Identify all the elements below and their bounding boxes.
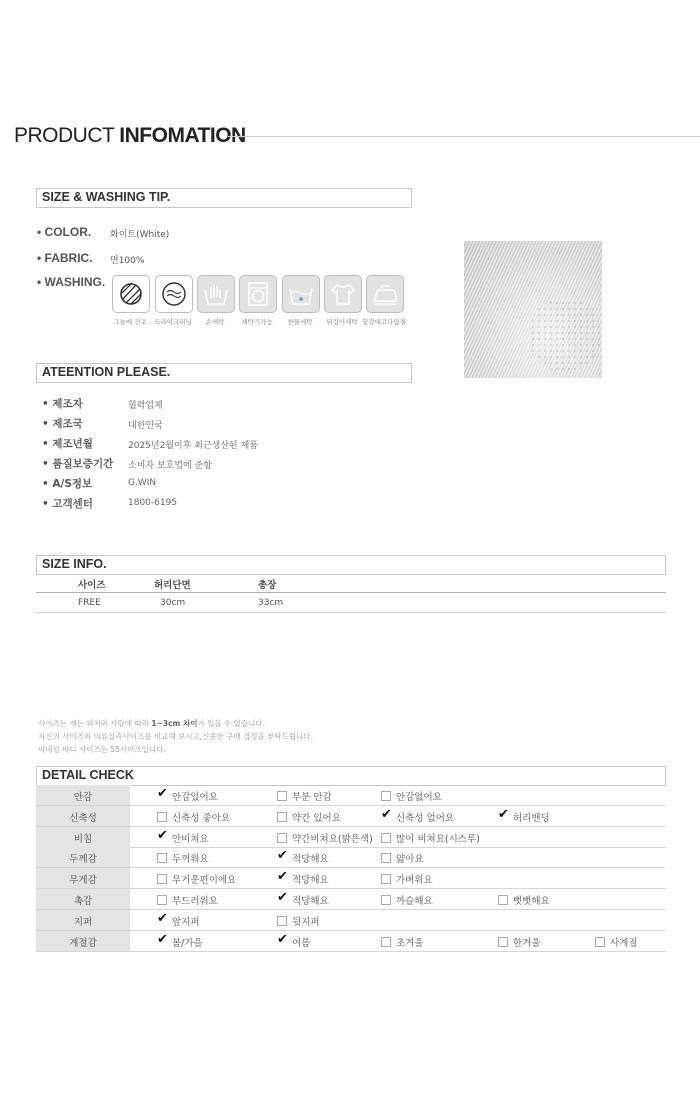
detail-row-label: 무게감 — [69, 875, 97, 886]
detail-row-divider — [36, 951, 666, 952]
waist-col-header: 허리단면 — [154, 580, 191, 591]
size-table-divider — [36, 592, 666, 593]
fabric-value: 면100% — [110, 256, 145, 266]
empty-checkbox[interactable] — [381, 833, 391, 843]
checkmark-icon[interactable]: ✔ — [157, 911, 168, 926]
size-washing-header: SIZE & WASHING TIP. — [36, 188, 412, 208]
shade-dry-icon — [112, 275, 150, 313]
washing-label-6: 뒤집어세탁 — [326, 318, 358, 326]
detail-row-divider — [36, 847, 666, 848]
size-note-1: 사이즈는 재는 위치와 사람에 따라 1~3cm 차이가 있을 수 있습니다. — [38, 719, 265, 728]
warranty-value: 소비자 보호법에 준함 — [128, 461, 212, 471]
checkmark-icon[interactable]: ✔ — [498, 807, 509, 822]
page-title: PRODUCT INFOMATION — [14, 124, 246, 147]
empty-checkbox[interactable] — [157, 874, 167, 884]
detail-row-label: 계절감 — [69, 938, 97, 949]
washing-label-7: 헝겊대고다림질 — [362, 318, 406, 326]
customer-center-value: 1800-6195 — [128, 498, 178, 508]
as-info-label: • A/S정보 — [42, 478, 93, 490]
empty-checkbox[interactable] — [381, 895, 391, 905]
length-col-header: 총장 — [258, 580, 277, 591]
detail-option-label: 신축성 좋아요 — [172, 813, 231, 824]
detail-row-divider — [36, 867, 666, 868]
washing-label-3: 손세탁 — [205, 318, 225, 326]
maker-value: 협력업체 — [128, 401, 163, 411]
detail-row-label: 신축성 — [69, 813, 97, 824]
washing-label-4: 세탁기가능 — [241, 318, 273, 326]
empty-checkbox[interactable] — [277, 916, 287, 926]
size-note-3: 마네킹 바디 사이즈는 55사이즈입니다. — [38, 745, 166, 754]
washing-label-2: 드라이크리닝 — [154, 318, 192, 326]
detail-row-divider — [36, 909, 666, 910]
empty-checkbox[interactable] — [381, 874, 391, 884]
checkmark-icon[interactable]: ✔ — [157, 786, 168, 801]
manufacture-date-label: • 제조년월 — [42, 438, 93, 450]
color-label: • COLOR. — [37, 225, 92, 239]
empty-checkbox[interactable] — [381, 853, 391, 863]
dry-clean-icon — [155, 275, 193, 313]
checkmark-icon[interactable]: ✔ — [277, 890, 288, 905]
detail-option-label: 안비쳐요 — [172, 834, 209, 845]
detail-option-label: 적당해요 — [292, 854, 329, 865]
detail-option-label: 사계절 — [610, 938, 638, 949]
detail-option-label: 안감있어요 — [172, 792, 218, 803]
empty-checkbox[interactable] — [381, 937, 391, 947]
color-value: 화이트(White) — [110, 230, 170, 240]
detail-option-label: 부드러워요 — [172, 896, 218, 907]
as-info-value: G.WIN — [128, 478, 157, 488]
detail-option-label: 적당해요 — [292, 875, 329, 886]
country-value: 대한민국 — [128, 421, 163, 431]
attention-header: ATEENTION PLEASE. — [36, 363, 412, 383]
detail-option-label: 안감없어요 — [396, 792, 442, 803]
empty-checkbox[interactable] — [595, 937, 605, 947]
empty-checkbox[interactable] — [277, 791, 287, 801]
washing-label-1: 그늘에 건조 — [113, 318, 147, 326]
checkmark-icon[interactable]: ✔ — [277, 848, 288, 863]
detail-option-label: 허리밴딩 — [513, 813, 550, 824]
detail-option-label: 부분 안감 — [292, 792, 332, 803]
customer-center-label: • 고객센터 — [42, 498, 93, 510]
detail-row-label: 촉감 — [73, 896, 93, 907]
length-cell: 33cm — [258, 598, 284, 608]
size-table-bottom — [36, 612, 666, 613]
size-info-header: SIZE INFO. — [36, 555, 666, 575]
detail-option-label: 한겨울 — [513, 938, 541, 949]
checkmark-icon[interactable]: ✔ — [277, 932, 288, 947]
detail-row-label: 두께감 — [69, 854, 97, 865]
detail-option-label: 가벼워요 — [396, 875, 433, 886]
washing-label: • WASHING. — [37, 275, 106, 289]
maker-label: • 제조자 — [42, 398, 83, 410]
fabric-label: • FABRIC. — [37, 251, 93, 265]
checkmark-icon[interactable]: ✔ — [277, 869, 288, 884]
empty-checkbox[interactable] — [157, 812, 167, 822]
empty-checkbox[interactable] — [498, 895, 508, 905]
checkmark-icon[interactable]: ✔ — [157, 932, 168, 947]
empty-checkbox[interactable] — [157, 853, 167, 863]
inside-out-icon — [324, 275, 362, 313]
cold-water-icon — [282, 275, 320, 313]
detail-option-label: 까슬해요 — [396, 896, 433, 907]
detail-row-divider — [36, 930, 666, 931]
detail-option-label: 무거운편이에요 — [172, 875, 237, 886]
checkmark-icon[interactable]: ✔ — [381, 807, 392, 822]
detail-row-label: 비침 — [73, 834, 93, 845]
detail-option-label: 적당해요 — [292, 896, 329, 907]
detail-option-label: 얇아요 — [396, 854, 424, 865]
detail-row-divider — [36, 805, 666, 806]
empty-checkbox[interactable] — [277, 812, 287, 822]
iron-cloth-icon — [366, 275, 404, 313]
size-note-2: 자신의 사이즈와 의류실측사이즈를 비교해 보시고,신중한 구매 결정을 부탁드립니다. — [38, 732, 314, 741]
empty-checkbox[interactable] — [157, 895, 167, 905]
detail-option-label: 뻣뻣해요 — [513, 896, 550, 907]
title-divider — [228, 136, 700, 137]
empty-checkbox[interactable] — [381, 791, 391, 801]
detail-option-label: 신축성 없어요 — [396, 813, 455, 824]
fabric-texture-detail — [530, 300, 600, 370]
country-label: • 제조국 — [42, 418, 83, 430]
washing-label-5: 찬물세탁 — [287, 318, 313, 326]
machine-wash-icon — [239, 275, 277, 313]
size-cell: FREE — [78, 598, 101, 608]
detail-option-label: 여름 — [292, 938, 311, 949]
warranty-label: • 품질보증기간 — [42, 458, 114, 470]
hand-wash-icon — [197, 275, 235, 313]
detail-row-label: 지퍼 — [73, 917, 93, 928]
waist-cell: 30cm — [160, 598, 186, 608]
detail-option-label: 약간 있어요 — [292, 813, 341, 824]
empty-checkbox[interactable] — [498, 937, 508, 947]
detail-option-label: 약간비쳐요(밝은색) — [292, 834, 373, 845]
manufacture-date-value: 2025년2월이후 최근생산된 제품 — [128, 441, 258, 451]
detail-row-label: 안감 — [73, 792, 93, 803]
detail-row-divider — [36, 888, 666, 889]
detail-row-divider — [36, 826, 666, 827]
empty-checkbox[interactable] — [277, 833, 287, 843]
detail-option-label: 두꺼워요 — [172, 854, 209, 865]
detail-option-label: 봄/가을 — [172, 938, 203, 949]
detail-option-label: 앞지퍼 — [172, 917, 200, 928]
detail-option-label: 뒷지퍼 — [292, 917, 320, 928]
detail-option-label: 초겨울 — [396, 938, 424, 949]
detail-check-header: DETAIL CHECK — [36, 766, 666, 786]
size-col-header: 사이즈 — [78, 580, 106, 591]
detail-option-label: 많이 비쳐요(시스루) — [396, 834, 480, 845]
checkmark-icon[interactable]: ✔ — [157, 828, 168, 843]
